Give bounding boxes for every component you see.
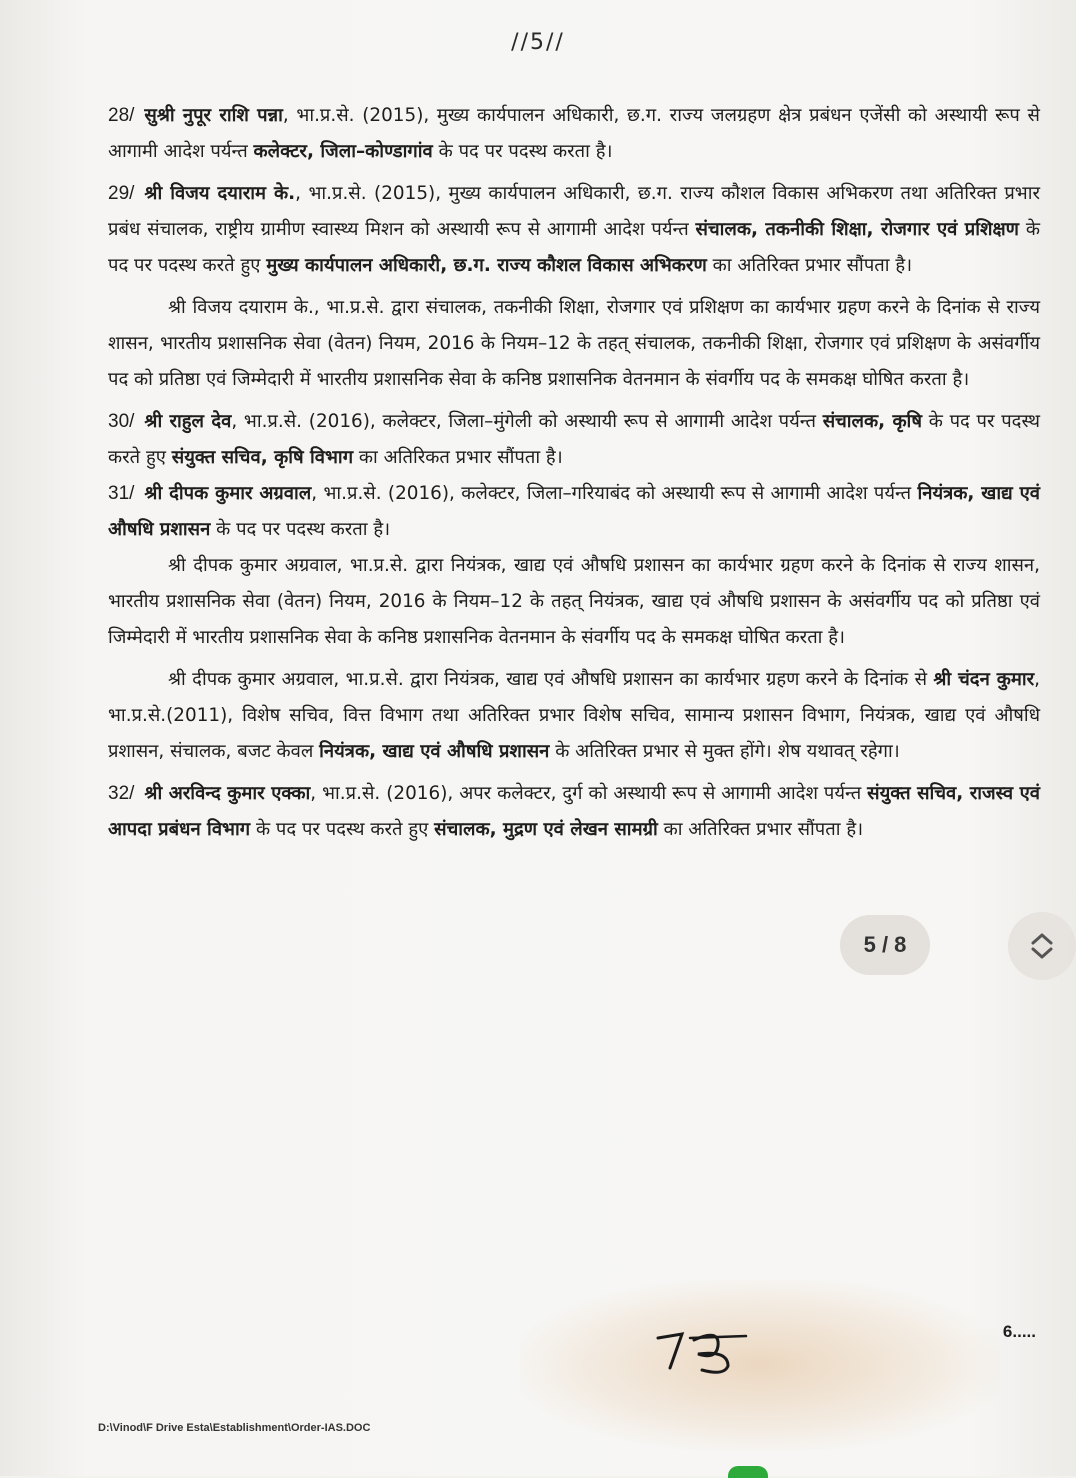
item-number: 28/ [108, 105, 135, 126]
item-text: , भा.प्र.से. (2015), मुख्य कार्यपालन अधिकारी, छ.ग. राज्य कौशल विकास अभिकरण तथा अतिरिक्त प्रभार प्रबंध संचालक, राष्ट्रीय ग्रामीण स्वास्थ्य मिशन को अस्थायी रूप से आगामी आदेश पर्यन्त [108, 183, 1040, 240]
additional-charge: मुख्य कार्यपालन अधिकारी, छ.ग. राज्य कौशल विकास अभिकरण [266, 255, 707, 276]
officer-name: श्री अरविन्द कुमार एक्का [144, 783, 311, 804]
page-counter-overlay: 5 / 8 [840, 915, 930, 975]
item-text: , भा.प्र.से. (2016), कलेक्टर, जिला–गरियाबंद को अस्थायी रूप से आगामी आदेश पर्यन्त [311, 483, 918, 504]
posting: नियंत्रक, खाद्य एवं औषधि प्रशासन [108, 483, 1040, 540]
item-number: 32/ [108, 783, 135, 804]
order-item-32 [108, 776, 1040, 848]
item-text: , भा.प्र.से. (2015), मुख्य कार्यपालन अधिकारी, छ.ग. राज्य जलग्रहण क्षेत्र प्रबंधन एजेंसी को अस्थायी रूप से आगामी आदेश पर्यन्त [108, 105, 1040, 162]
item-text: के पद पर पदस्थ करते हुए [108, 411, 1040, 468]
item-text: , भा.प्र.से. (2016), अपर कलेक्टर, दुर्ग को अस्थायी रूप से आगामी आदेश पर्यन्त [310, 783, 868, 804]
relieved-charge: नियंत्रक, खाद्य एवं औषधि प्रशासन [319, 741, 550, 762]
page-number-header: //5// [511, 30, 565, 55]
item-number: 30/ [108, 411, 135, 432]
item-text: का अतिरिक्त प्रभार सौंपता है। [706, 255, 913, 276]
officer-name: सुश्री नुपूर राशि पन्ना [144, 105, 283, 126]
app-badge-edge [728, 1466, 768, 1478]
next-page-indicator: 6..... [1002, 1322, 1036, 1341]
para-text: श्री दीपक कुमार अग्रवाल, भा.प्र.से. द्वारा नियंत्रक, खाद्य एवं औषधि प्रशासन का कार्यभार ग्रहण करने के दिनांक से [168, 669, 934, 690]
officer-name: श्री राहुल देव [144, 411, 232, 432]
item-text: का अतिरिकत प्रभार सौंपता है। [353, 447, 563, 468]
para-text: , भा.प्र.से.(2011), विशेष सचिव, वित्त विभाग तथा अतिरिक्त प्रभार विशेष सचिव, सामान्य प्रशासन विभाग, नियंत्रक, खाद्य एवं औषधि प्रशासन, संचालक, बजट केवल [108, 669, 1040, 762]
order-item-28 [108, 98, 1040, 170]
order-item-30 [108, 404, 1040, 476]
item-number: 29/ [108, 183, 135, 204]
item-text: के पद पर पदस्थ करता है। [210, 519, 391, 540]
posting: संचालक, तकनीकी शिक्षा, रोजगार एवं प्रशिक्षण [695, 219, 1019, 240]
item-text: , भा.प्र.से. (2016), कलेक्टर, जिला–मुंगेली को अस्थायी रूप से आगामी आदेश पर्यन्त [231, 411, 823, 432]
additional-charge: संचालक, मुद्रण एवं लेखन सामग्री [434, 819, 658, 840]
officer-name: श्री विजय दयाराम के. [144, 183, 296, 204]
para-text: के अतिरिक्त प्रभार से मुक्त होंगे। शेष यथावत् रहेगा। [549, 741, 900, 762]
order-body [108, 98, 1040, 848]
initials-signature [650, 1320, 760, 1380]
order-paragraph: श्री दीपक कुमार अग्रवाल, भा.प्र.से. द्वारा नियंत्रक, खाद्य एवं औषधि प्रशासन का कार्यभार ग्रहण करने के दिनांक से राज्य शासन, भारतीय प्रशासनिक सेवा (वेतन) नियम, 2016 के नियम–12 के तहत् नियंत्रक, खाद्य एवं औषधि प्रशासन के असंवर्गीय पद को प्रतिष्ठा एवं जिम्मेदारी में भारतीय प्रशासनिक सेवा के कनिष्ठ प्रशासनिक वेतनमान के संवर्गीय पद के समकक्ष घोषित करता है। [108, 555, 1040, 648]
posting: संचालक, कृषि [822, 411, 922, 432]
order-item-29 [108, 176, 1040, 284]
item-text: के पद पर पदस्थ करते हुए [108, 219, 1040, 276]
file-path-footer: D:\Vinod\F Drive Esta\Establishment\Order-IAS.DOC [98, 1422, 371, 1434]
item-text: के पद पर पदस्थ करता है। [432, 141, 613, 162]
additional-charge: संयुक्त सचिव, कृषि विभाग [171, 447, 354, 468]
posting: संयुक्त सचिव, राजस्व एवं आपदा प्रबंधन विभाग [108, 783, 1040, 840]
paper-stain [520, 1280, 1000, 1450]
scroll-toggle-button[interactable] [1008, 912, 1076, 980]
chevron-up-down-icon [1025, 929, 1059, 963]
officer-name: श्री दीपक कुमार अग्रवाल [144, 483, 312, 504]
posting: कलेक्टर, जिला–कोण्डागांव [253, 141, 433, 162]
order-paragraph: श्री विजय दयाराम के., भा.प्र.से. द्वारा संचालक, तकनीकी शिक्षा, रोजगार एवं प्रशिक्षण का कार्यभार ग्रहण करने के दिनांक से राज्य शासन, भारतीय प्रशासनिक सेवा (वेतन) नियम, 2016 के नियम–12 के तहत् संचालक, तकनीकी शिक्षा, रोजगार एवं प्रशिक्षण के असंवर्गीय पद को प्रतिष्ठा एवं जिम्मेदारी में भारतीय प्रशासनिक सेवा के कनिष्ठ प्रशासनिक वेतनमान के संवर्गीय पद के समकक्ष घोषित करता है। [108, 297, 1040, 390]
order-paragraph-relief [108, 662, 1040, 770]
item-number: 31/ [108, 483, 135, 504]
relieved-officer-name: श्री चंदन कुमार [933, 669, 1035, 690]
item-text: के पद पर पदस्थ करते हुए [250, 819, 435, 840]
order-item-31 [108, 476, 1040, 548]
item-text: का अतिरिक्त प्रभार सौंपता है। [657, 819, 864, 840]
